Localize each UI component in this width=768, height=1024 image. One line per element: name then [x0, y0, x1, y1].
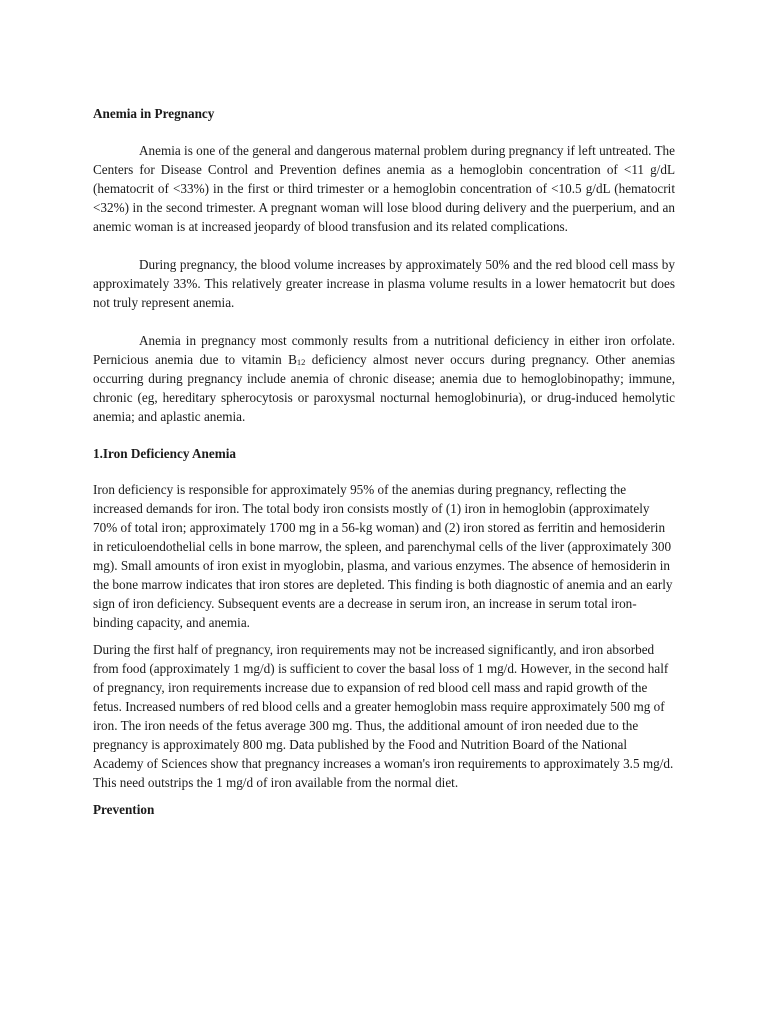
intro-paragraph: Anemia is one of the general and dangerous maternal problem during pregnancy if left untreated. The Centers for Disease Control and Prevention defines anemia as a hemoglobin concentration of <11 g/dL (hematocrit of <33%) in the first or third trimester or a hemoglobin concentration of <10.5 g/dL (hematocrit <32%) in the second trimester. A pregnant woman will lose blood during delivery and the puerperium, and an anemic woman is at increased jeopardy of blood transfusion and its related complications.	[93, 143, 675, 234]
section-paragraph: During the first half of pregnancy, iron requirements may not be increased significantly, and iron absorbed from food (approximately 1 mg/d) is sufficient to cover the basal loss of 1 mg/d. However, in the second half of pregnancy, iron requirements increase due to expansion of red blood cell mass and rapid growth of the fetus. Increased numbers of red blood cells and a greater hemoglobin mass require approximately 500 mg of iron. The iron needs of the fetus average 300 mg. Thus, the additional amount of iron needed due to the pregnancy is approximately 800 mg. Data published by the Food and Nutrition Board of the National Academy of Sciences show that pregnancy increases a woman's iron requirements to approximately 3.5 mg/d. This need outstrips the 1 mg/d of iron available from the normal diet.	[93, 642, 674, 790]
document-title: Anemia in Pregnancy	[93, 106, 215, 121]
paragraph-text: deficiency almost never occurs during pregnancy. Other anemias occurring during pregnancy include anemia of chronic disease; anemia due to hemoglobinopathy; immune, chronic (eg, hereditary spherocytosis or paroxysmal nocturnal hemoglobinuria), or drug-induced hemolytic anemia; and aplastic anemia.	[93, 352, 675, 424]
document-page	[93, 104, 675, 819]
paragraph-text: Anemia in pregnancy most commonly results from a nutritional deficiency in either iron orfolate. Pernicious anemia due to vitamin B	[93, 333, 675, 367]
section-heading: 1.Iron Deficiency Anemia	[93, 446, 236, 461]
intro-paragraph: During pregnancy, the blood volume increases by approximately 50% and the red blood cell mass by approximately 33%. This relatively greater increase in plasma volume results in a lower hematocrit but does not truly represent anemia.	[93, 257, 675, 310]
section-paragraph: Iron deficiency is responsible for approximately 95% of the anemias during pregnancy, reflecting the increased demands for iron. The total body iron consists mostly of (1) iron in hemoglobin (approximately 70% of total iron; approximately 1700 mg in a 56-kg woman) and (2) iron stored as ferritin and hemosiderin in reticuloendothelial cells in bone marrow, the spleen, and parenchymal cells of the liver (approximately 300 mg). Small amounts of iron exist in myoglobin, plasma, and various enzymes. The absence of hemosiderin in the bone marrow indicates that iron stores are depleted. This finding is both diagnostic of anemia and an early sign of iron deficiency. Subsequent events are a decrease in serum iron, an increase in serum total iron-binding capacity, and anemia.	[93, 482, 673, 630]
intro-paragraph	[93, 331, 675, 426]
subscript-text: 12	[296, 357, 306, 367]
subsection-heading: Prevention	[93, 802, 155, 817]
